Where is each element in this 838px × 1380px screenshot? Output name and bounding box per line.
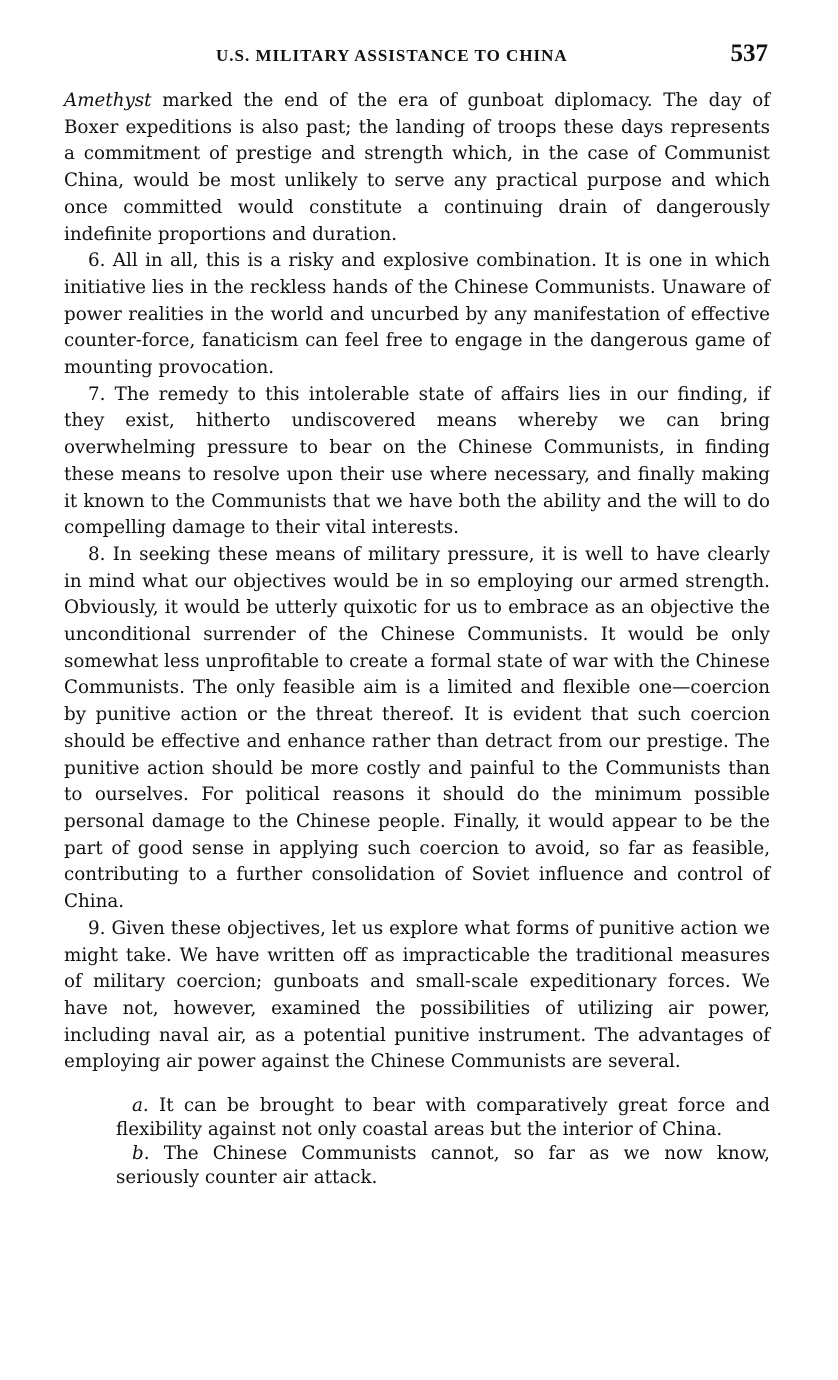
paragraph-6: 6. All in all, this is a risky and explosive combination. It is one in which initiative lies in the reckless hands of the Chinese Communists. Unaware of power realities in the world and uncurbed by any manifestation of effective counter-force, fanaticism can feel free to engage in the dangerous game of mounting provocation.: [64, 250, 770, 379]
subitem-b: [116, 1142, 770, 1190]
running-title: U.S. MILITARY ASSISTANCE TO CHINA: [216, 46, 568, 65]
paragraph-8: 8. In seeking these means of military pressure, it is well to have clearly in mind what our objectives would be in so employing our armed strength. Obviously, it would be utterly quixotic for us to embrace as an objective the unconditional surrender of the Chinese Communists. It would be only somewhat less unprofitable to create a formal state of war with the Chinese Communists. The only feasible aim is a limited and flexible one—coercion by punitive action or the threat thereof. It is evident that such coercion should be effective and enhance rather than detract from our prestige. The punitive action should be more costly and painful to the Communists than to ourselves. For political reasons it should do the minimum possible personal damage to the Chinese people. Finally, it would appear to be the part of good sense in applying such coercion to avoid, so far as feasible, contributing to a further consolidation of Soviet influence and control of China.: [64, 543, 770, 913]
subitem-text: It can be brought to bear with comparatively great force and flexibility against not only coastal areas but the interior of China.: [116, 1095, 770, 1141]
page-number: 537: [730, 40, 768, 67]
ship-name: Amethyst: [64, 90, 152, 111]
page-header: [64, 40, 768, 74]
paragraph-continued-text: marked the end of the era of gunboat diplomacy. The day of Boxer expeditions is also past; the landing of troops these days represents a commitment of prestige and strength which, in the case of Communist China, would be most unlikely to serve any practical purpose and which once committed would constitute a continuing drain of dangerously indefinite proportions and duration.: [64, 90, 770, 245]
subitem-marker: b.: [132, 1143, 150, 1165]
subitem-marker: a.: [132, 1095, 149, 1117]
body-text: [64, 88, 770, 1190]
subitem-a: [116, 1094, 770, 1142]
paragraph-7: 7. The remedy to this intolerable state of affairs lies in our finding, if they exist, hitherto undiscovered means whereby we can bring overwhelming pressure to bear on the Chinese Communists, in finding these means to resolve upon their use where necessary, and finally making it known to the Communists that we have both the ability and the will to do compelling damage to their vital interests.: [64, 383, 770, 539]
paragraph-continued: [64, 88, 770, 248]
paragraph-9: 9. Given these objectives, let us explore what forms of punitive action we might take. We have written off as impracticable the traditional measures of military coercion; gunboats and small-scale expeditionary forces. We have not, however, examined the possibilities of utilizing air power, including naval air, as a potential punitive instrument. The advantages of employing air power against the Chinese Communists are several.: [64, 917, 770, 1073]
subitem-list: [116, 1094, 770, 1190]
subitem-text: The Chinese Communists cannot, so far as we now know, seriously counter air attack.: [116, 1143, 770, 1189]
